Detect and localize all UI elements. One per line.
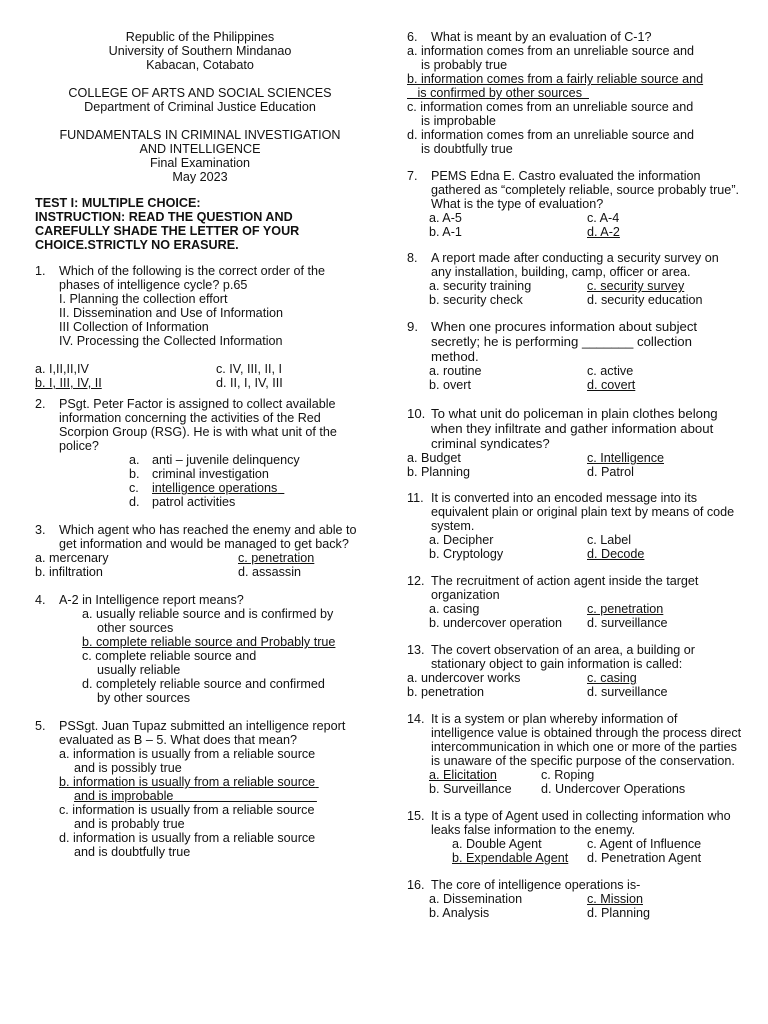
choice-c-cont: and is probably true — [74, 817, 185, 831]
choice-d[interactable]: d. information comes from an unreliable source and — [407, 128, 695, 142]
question-number: 5. — [35, 719, 46, 733]
choice-a-cont: other sources — [97, 621, 174, 635]
choice-a[interactable]: a. security training — [429, 279, 532, 293]
choice-b-answer-cont: and is improbable — [74, 789, 174, 803]
choice-c[interactable]: c. Roping — [541, 768, 595, 782]
choice-b-answer[interactable]: b. complete reliable source and Probably true — [82, 635, 336, 649]
choice-c[interactable]: c. complete reliable source and — [82, 649, 257, 663]
question-text: Which agent who has reached the enemy and able to get information and would be managed to get back? — [59, 523, 357, 551]
choice-c-answer[interactable]: c. casing — [587, 671, 637, 685]
instruction-line2: CAREFULLY SHADE THE LETTER OF YOUR — [35, 224, 300, 238]
choice-letter: c. — [129, 481, 139, 495]
choice-letter: d. — [129, 495, 140, 509]
choice-a[interactable]: a. undercover works — [407, 671, 521, 685]
question-number: 15. — [407, 809, 425, 823]
question-number: 14. — [407, 712, 425, 726]
choice-b[interactable]: b. A-1 — [429, 225, 462, 239]
choice-d[interactable]: d. surveillance — [587, 685, 668, 699]
question-14 — [407, 712, 742, 796]
choice-b[interactable]: b. Planning — [407, 465, 471, 479]
header-department: Department of Criminal Justice Education — [84, 100, 316, 114]
choice-a[interactable]: a. I,II,II,IV — [35, 362, 89, 376]
phase-item: III Collection of Information — [59, 320, 209, 334]
question-text: PSSgt. Juan Tupaz submitted an intelligence report evaluated as B – 5. What does that mean? — [59, 719, 346, 747]
question-10 — [407, 406, 742, 479]
choice-a[interactable]: anti – juvenile delinquency — [152, 453, 300, 467]
choice-d[interactable]: d. surveillance — [587, 616, 668, 630]
question-number: 13. — [407, 643, 425, 657]
test-instructions — [35, 196, 365, 252]
question-number: 12. — [407, 574, 425, 588]
choice-b-answer[interactable]: b. information comes from a fairly reliable source and — [407, 72, 704, 86]
question-number: 6. — [407, 30, 418, 44]
choice-c[interactable]: c. information comes from an unreliable source and — [407, 100, 694, 114]
choice-b[interactable]: b. infiltration — [35, 565, 103, 579]
question-11 — [407, 491, 742, 561]
question-7 — [407, 169, 742, 239]
choice-a-answer[interactable]: a. Elicitation — [429, 768, 497, 782]
choice-b[interactable]: b. undercover operation — [429, 616, 563, 630]
choice-a[interactable]: a. mercenary — [35, 551, 109, 565]
choice-d[interactable]: d. completely reliable source and confirmed — [82, 677, 325, 691]
question-text: What is meant by an evaluation of C-1? — [431, 30, 652, 44]
left-column — [35, 30, 365, 859]
question-number: 1. — [35, 264, 46, 278]
question-4 — [35, 593, 365, 705]
choice-c-answer[interactable]: c. penetration — [587, 602, 664, 616]
choice-d-cont: is doubtfully true — [421, 142, 513, 156]
question-9 — [407, 319, 742, 392]
question-text: PEMS Edna E. Castro evaluated the information gathered as “completely reliable, source probably true”. What is the type of evaluation? — [431, 169, 740, 211]
choice-c[interactable]: c. A-4 — [587, 211, 620, 225]
question-number: 8. — [407, 251, 418, 265]
choice-c-cont: is improbable — [421, 114, 496, 128]
question-number: 3. — [35, 523, 46, 537]
question-6 — [407, 30, 742, 156]
header-location: Kabacan, Cotabato — [146, 58, 254, 72]
question-1 — [35, 264, 365, 390]
question-3 — [35, 523, 365, 579]
question-number: 7. — [407, 169, 418, 183]
choice-c[interactable]: c. information is usually from a reliable source — [59, 803, 315, 817]
phase-item: I. Planning the collection effort — [59, 292, 228, 306]
phase-item: IV. Processing the Collected Information — [59, 334, 283, 348]
question-number: 2. — [35, 397, 46, 411]
choice-c[interactable]: c. IV, III, II, I — [216, 362, 283, 376]
choice-d[interactable]: d. II, I, IV, III — [216, 376, 283, 390]
choice-letter: a. — [129, 453, 140, 467]
question-text: The covert observation of an area, a building or stationary object to gain information is called: — [431, 643, 695, 671]
choice-b-answer-cont: is confirmed by other sources — [417, 86, 582, 100]
question-text: A-2 in Intelligence report means? — [59, 593, 244, 607]
phase-item: II. Dissemination and Use of Information — [59, 306, 283, 320]
choice-d[interactable]: d. Penetration Agent — [587, 851, 702, 865]
choice-a[interactable]: a. routine — [429, 364, 482, 378]
question-15 — [407, 809, 742, 865]
question-text: When one procures information about subject secretly; he is performing _______ collection method. — [431, 319, 698, 364]
question-8 — [407, 251, 742, 307]
choice-d[interactable]: d. Undercover Operations — [541, 782, 686, 796]
choice-a-cont: is probably true — [421, 58, 508, 72]
question-16 — [407, 878, 742, 920]
choice-b-answer[interactable]: b. I, III, IV, II — [35, 376, 102, 390]
question-12 — [407, 574, 742, 630]
header-date: May 2023 — [172, 170, 228, 184]
question-number: 9. — [407, 319, 418, 334]
question-number: 16. — [407, 878, 425, 892]
instruction-line1: INSTRUCTION: READ THE QUESTION AND — [35, 210, 293, 224]
choice-a[interactable]: a. Double Agent — [452, 837, 542, 851]
choice-a[interactable]: a. casing — [429, 602, 480, 616]
header-college: COLLEGE OF ARTS AND SOCIAL SCIENCES — [68, 86, 332, 100]
choice-d-cont: by other sources — [97, 691, 191, 705]
choice-a[interactable]: a. information comes from an unreliable source and — [407, 44, 695, 58]
choice-b[interactable]: b. security check — [429, 293, 523, 307]
choice-b[interactable]: b. Surveillance — [429, 782, 512, 796]
choice-c[interactable]: c. Label — [587, 533, 632, 547]
choice-c-answer[interactable]: intelligence operations — [152, 481, 278, 495]
choice-b[interactable]: b. Analysis — [429, 906, 490, 920]
question-number: 4. — [35, 593, 46, 607]
header-exam-type: Final Examination — [149, 156, 251, 170]
question-text: The core of intelligence operations is- — [431, 878, 641, 892]
instruction-line3: CHOICE.STRICTLY NO ERASURE. — [35, 238, 239, 252]
header-course-line1: FUNDAMENTALS IN CRIMINAL INVESTIGATION — [59, 128, 341, 142]
question-5 — [35, 719, 365, 859]
question-text: Which of the following is the correct order of the phases of intelligence cycle? p.65 — [59, 264, 325, 292]
choice-d[interactable]: d. assassin — [238, 565, 301, 579]
test-title: TEST I: MULTIPLE CHOICE: — [35, 196, 201, 210]
question-2 — [35, 397, 365, 509]
exam-header — [35, 30, 365, 184]
choice-c-answer[interactable]: c. penetration — [238, 551, 315, 565]
question-number: 11. — [407, 491, 424, 505]
header-course-line2: AND INTELLIGENCE — [139, 142, 261, 156]
question-text: It is converted into an encoded message into its equivalent plain or original plain text by means of code system. — [431, 491, 735, 533]
header-republic: Republic of the Philippines — [125, 30, 275, 44]
choice-a[interactable]: a. information is usually from a reliable source — [59, 747, 316, 761]
right-column — [407, 30, 742, 920]
choice-d-answer[interactable]: d. A-2 — [587, 225, 620, 239]
choice-c-cont: usually reliable — [97, 663, 181, 677]
choice-b-answer[interactable]: b. information is usually from a reliable source — [59, 775, 316, 789]
choice-b[interactable]: b. overt — [429, 378, 471, 392]
choice-d[interactable]: d. information is usually from a reliable source — [59, 831, 316, 845]
question-text: PSgt. Peter Factor is assigned to collect available information concerning the activities of the Red Scorpion Group (RSG). He is with what unit of the police? — [59, 397, 337, 453]
choice-b[interactable]: b. penetration — [407, 685, 485, 699]
question-text: To what unit do policeman in plain clothes belong when they infiltrate and gather information about criminal syndicates? — [431, 406, 718, 451]
choice-letter: b. — [129, 467, 140, 481]
choice-c-answer[interactable]: c. security survey — [587, 279, 685, 293]
choice-d[interactable]: d. Patrol — [587, 465, 634, 479]
choice-c[interactable]: c. Agent of Influence — [587, 837, 702, 851]
choice-d[interactable]: d. security education — [587, 293, 703, 307]
choice-d[interactable]: patrol activities — [152, 495, 236, 509]
choice-a[interactable]: a. usually reliable source and is confirmed by — [82, 607, 334, 621]
choice-b-answer[interactable]: b. Expendable Agent — [452, 851, 569, 865]
choice-d[interactable]: d. Planning — [587, 906, 651, 920]
choice-c-answer[interactable]: c. Mission — [587, 892, 643, 906]
choice-a-cont: and is possibly true — [74, 761, 182, 775]
question-text: A report made after conducting a security survey on any installation, building, camp, officer or area. — [431, 251, 719, 279]
choice-a[interactable]: a. A-5 — [429, 211, 462, 225]
choice-d-answer[interactable]: d. Decode — [587, 547, 645, 561]
choice-c[interactable]: c. active — [587, 364, 634, 378]
choice-b[interactable]: criminal investigation — [152, 467, 269, 481]
question-number: 10. — [407, 406, 426, 421]
header-university: University of Southern Mindanao — [108, 44, 292, 58]
question-text: It is a system or plan whereby information of intelligence value is obtained through the process direct intercommunication in which one or more of the parties is unaware of the specific purpose of the conservation. — [431, 712, 742, 768]
choice-a[interactable]: a. Dissemination — [429, 892, 523, 906]
choice-d-cont: and is doubtfully true — [74, 845, 191, 859]
choice-d-answer[interactable]: d. covert — [587, 378, 636, 392]
choice-c-answer[interactable]: c. Intelligence — [587, 451, 665, 465]
choice-a[interactable]: a. Decipher — [429, 533, 494, 547]
choice-b[interactable]: b. Cryptology — [429, 547, 504, 561]
question-13 — [407, 643, 742, 699]
choice-a[interactable]: a. Budget — [407, 451, 461, 465]
question-text: The recruitment of action agent inside the target organization — [431, 574, 699, 602]
question-text: It is a type of Agent used in collecting information who leaks false information to the enemy. — [431, 809, 731, 837]
